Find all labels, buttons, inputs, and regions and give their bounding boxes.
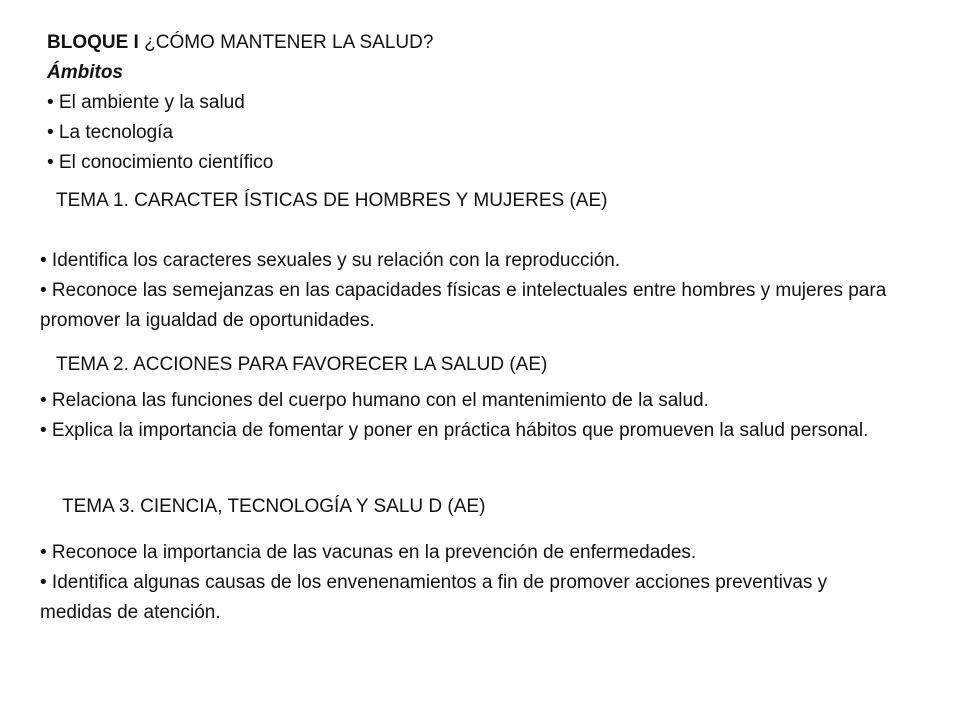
ambito-item: • El ambiente y la salud [47,92,245,113]
tema-2-title: TEMA 2. ACCIONES PARA FAVORECER LA SALUD (AE) [56,354,548,375]
tema-1-title: TEMA 1. CARACTER ÍSTICAS DE HOMBRES Y MUJERES (AE) [56,190,608,211]
tema-3-item: • Reconoce la importancia de las vacunas en la prevención de enfermedades. [40,542,697,563]
tema-1-item: • Reconoce las semejanzas en las capacidades físicas e intelectuales entre hombres y mujeres para promover la igualdad de oportunidades. [40,280,887,331]
ambito-item: • La tecnología [47,122,174,143]
tema-1-item: • Identifica los caracteres sexuales y su relación con la reproducción. [40,250,621,271]
tema-2-item: • Explica la importancia de fomentar y poner en práctica hábitos que promueven la salud personal. [40,420,869,441]
bloque-title: ¿CÓMO MANTENER LA SALUD? [144,32,434,53]
bloque-title-line [47,28,433,58]
tema-2-items [40,386,890,446]
ambitos-label: Ámbitos [47,62,123,83]
tema-3-title: TEMA 3. CIENCIA, TECNOLOGÍA Y SALU D (AE) [62,496,486,517]
tema-1-items [40,246,890,336]
tema-3-items [40,538,890,628]
tema-3-item: • Identifica algunas causas de los envenenamientos a fin de promover acciones preventivas y medidas de atención. [40,572,828,623]
tema-2-item: • Relaciona las funciones del cuerpo humano con el mantenimiento de la salud. [40,390,709,411]
ambito-item: • El conocimiento científico [47,152,274,173]
bloque-header [47,28,433,178]
bloque-label: BLOQUE I [47,32,139,53]
